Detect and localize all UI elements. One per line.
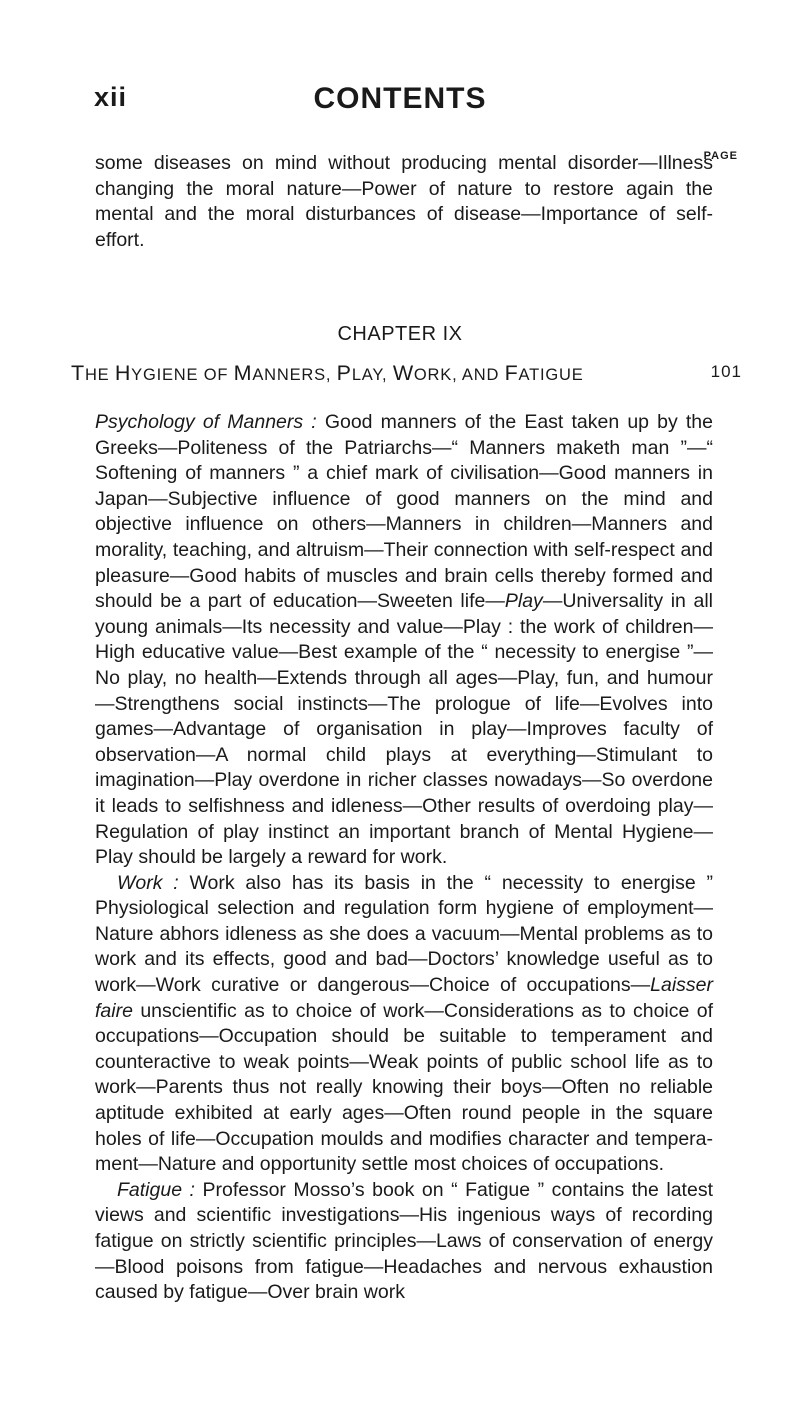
work-label: Work :	[117, 871, 179, 894]
manners-label: Psychology of Manners :	[95, 411, 317, 433]
running-title: CONTENTS	[313, 82, 487, 115]
title-sc: YGIENE OF	[131, 366, 234, 384]
manners-section	[95, 410, 713, 871]
title-cap: F	[504, 361, 519, 385]
fatigue-label: Fatigue :	[117, 1178, 195, 1201]
title-cap: M	[233, 361, 253, 385]
play-text: —Universality in all young animals—Its necessity and value—Play : the work of children—High educative value—Best example of the “ necessity to energise ”—No play, no health—Extends through all ages—Play, fun, and humour—Strengthens social instincts—The prologue of life—Evolves into games—Advantage of organisation in play—Improves faculty of observation—A normal child plays at everything—Stimulant to imagination—Play overdone in richer classes nowadays—So overdone it leads to selfishness and idleness—Other results of overdoing play—Regulation of play instinct an important branch of Mental Hygiene—Play should be largely a reward for work.	[95, 590, 713, 869]
title-sc: ANNERS,	[252, 366, 337, 384]
title-sc: LAY,	[351, 366, 393, 384]
play-label: Play	[504, 590, 543, 613]
page-header	[0, 82, 800, 122]
chapter-title	[71, 361, 701, 386]
chapter-heading: CHAPTER IX	[337, 323, 463, 345]
chapter-synopsis	[95, 410, 713, 1306]
chapter-page-number: 101	[710, 362, 742, 381]
continued-paragraph: some diseases on mind without producing mental disorder—Illness changing the moral nature—Power of nature to restore again the mental and the moral disturbances of disease—Importance of self-effort.	[95, 152, 713, 251]
title-cap: T	[71, 361, 85, 385]
title-sc: ATIGUE	[518, 366, 584, 384]
work-text-2: unscientific as to choice of work—Considerations as to choice of occupations—Occupation should be suitable to temperament and counteractive to weak points—Weak points of public school life as to work—Parents thus not really knowing their boys—Often no reliable aptitude exhibited at early ages—Often round people in the square holes of life—Occupation moulds and modifies character and temperament—Nature and opportunity settle most choices of occupations.	[95, 999, 713, 1176]
title-cap: P	[336, 361, 352, 385]
page-column-label: PAGE	[703, 150, 738, 162]
title-cap: H	[114, 361, 132, 385]
continued-entry	[95, 151, 713, 253]
title-cap: W	[392, 361, 414, 385]
manners-text: Good manners of the East taken up by the Greeks—Politeness of the Patriarchs—“ Manners maketh man ”—“ Softening of manners ” a chief mark of civilisation—Good manners in Japan—Subjective influence of good manners on the mind and objective influence on others—Manners in children—Manners and morality, teaching, and altruism—Their connection with self-respect and pleasure—Good habits of muscles and brain cells thereby formed and should be a part of education—Sweeten life—	[95, 411, 713, 613]
title-sc: ORK, AND	[413, 366, 505, 384]
title-sc: HE	[84, 366, 115, 384]
work-section	[95, 871, 713, 1178]
fatigue-section	[95, 1178, 713, 1306]
laisser-faire: Laisser faire	[95, 974, 713, 1022]
work-text: Work also has its basis in the “ necessity to energise ” Physiological selection and regulation form hygiene of employment—Nature abhors idleness as she does a vacuum—Mental problems as to work and its effects, good and bad—Doctors’ knowledge useful as to work—Work curative or dangerous—Choice of occupations—	[95, 871, 713, 997]
page-folio: xii	[94, 82, 128, 112]
fatigue-text: Professor Mosso’s book on “ Fatigue ” contains the latest views and scientific investigations—His ingenious ways of recording fatigue on strictly scientific principles—Laws of conservation of energy—Blood poisons from fatigue—Headaches and nervous exhaustion caused by fatigue—Over brain work	[95, 1178, 713, 1304]
